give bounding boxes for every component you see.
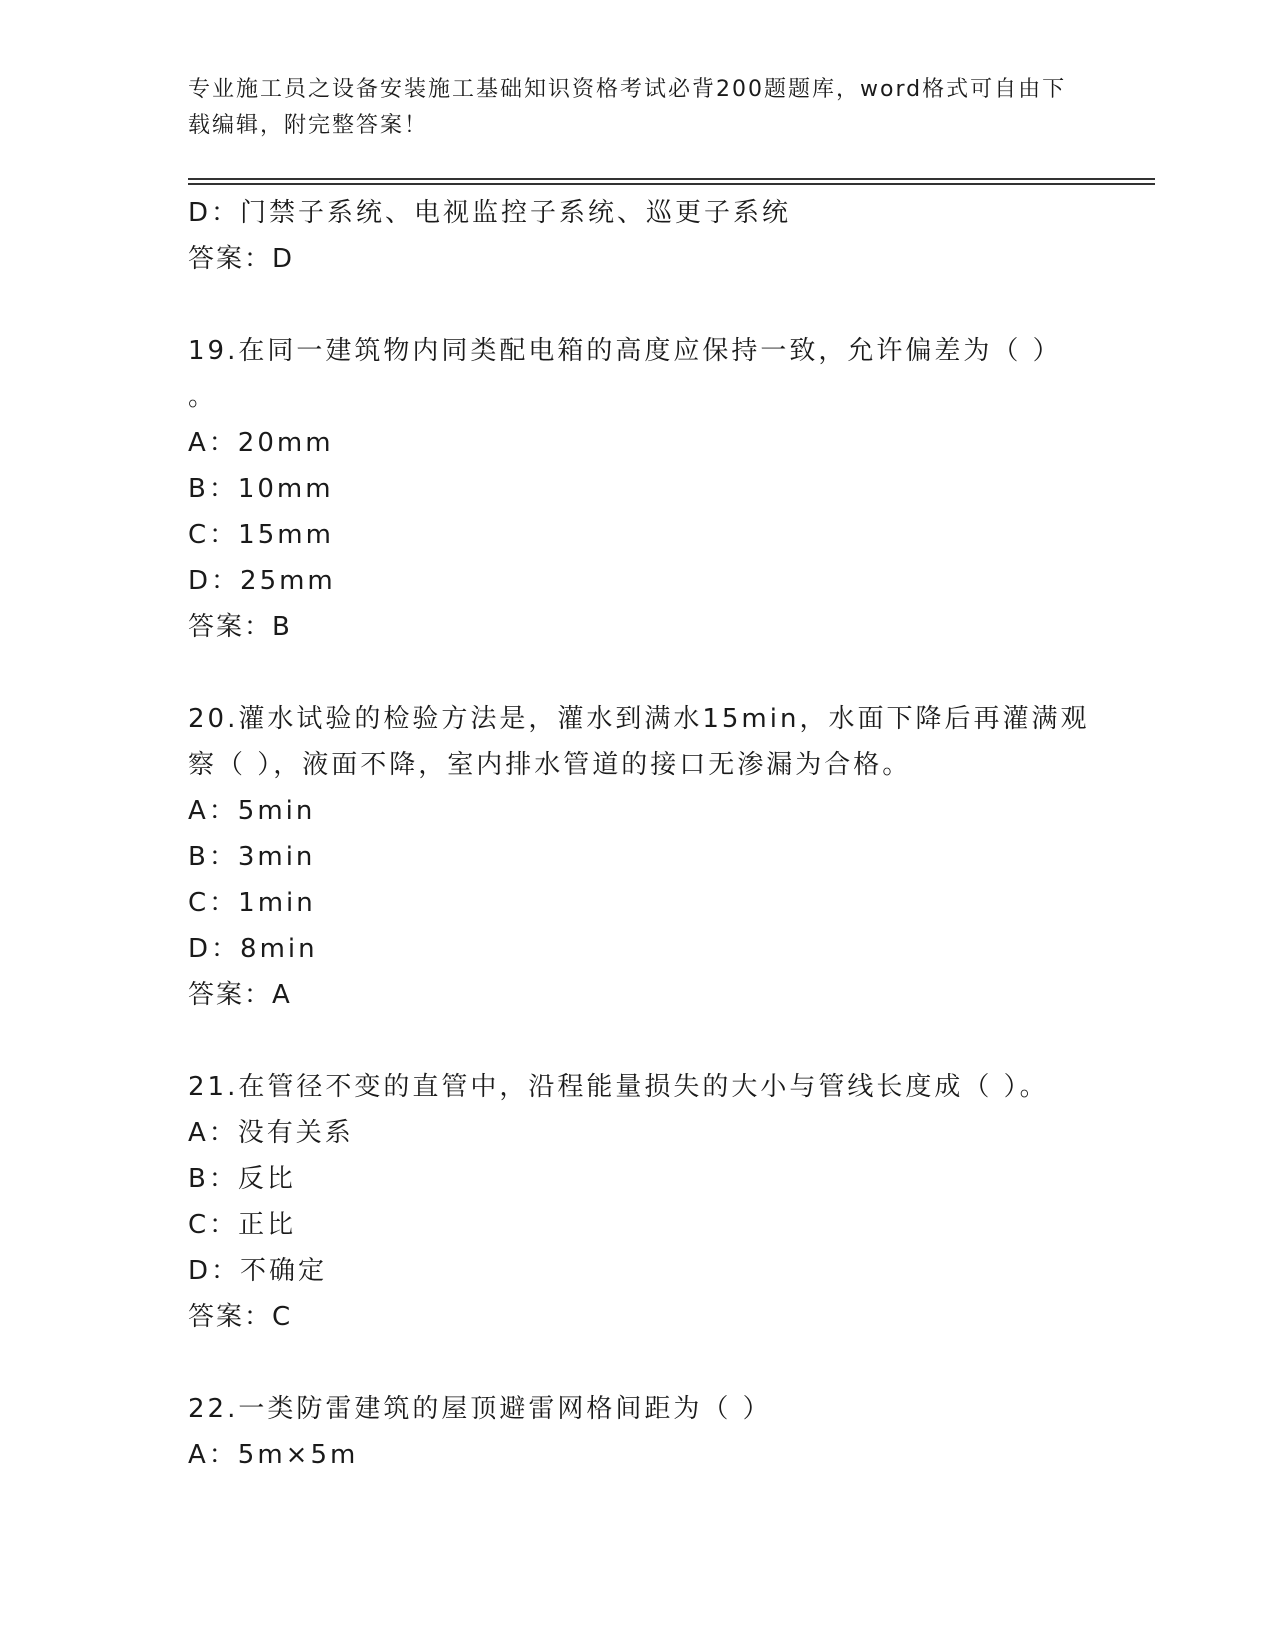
- option-b: B：反比: [188, 1164, 296, 1194]
- header-divider-bottom: [188, 183, 1155, 185]
- option-a: A：20mm: [188, 428, 334, 458]
- question-text: 21.在管径不变的直管中，沿程能量损失的大小与管线长度成（ ）。: [188, 1072, 1049, 1102]
- option-c: C：1min: [188, 888, 316, 918]
- question-text-continued: 。: [188, 382, 218, 412]
- option-a: A：5m×5m: [188, 1440, 359, 1470]
- option-c: C：15mm: [188, 520, 334, 550]
- document-header: [188, 72, 1068, 144]
- option-c: C：正比: [188, 1210, 297, 1240]
- option-d: D：25mm: [188, 566, 336, 596]
- option-b: B：10mm: [188, 474, 334, 504]
- question-text: 19.在同一建筑物内同类配电箱的高度应保持一致，允许偏差为（ ）: [188, 336, 1062, 366]
- question-19: [188, 328, 1088, 650]
- question-20: [188, 696, 1088, 1018]
- question-text-continued: 察（ ），液面不降，室内排水管道的接口无渗漏为合格。: [188, 750, 912, 780]
- answer: 答案：C: [188, 1302, 293, 1332]
- answer: 答案：B: [188, 612, 292, 642]
- option-d: D：8min: [188, 934, 318, 964]
- header-title: 专业施工员之设备安装施工基础知识资格考试必背200题题库，word格式可自由下载编辑，附完整答案！: [188, 77, 1067, 138]
- question-21: [188, 1064, 1088, 1340]
- question-22: [188, 1386, 1088, 1478]
- option-a: A：5min: [188, 796, 316, 826]
- question-list: [188, 190, 1088, 1478]
- header-divider-top: [188, 178, 1155, 180]
- question-text: 22.一类防雷建筑的屋顶避雷网格间距为（ ）: [188, 1394, 772, 1424]
- option-d: D：门禁子系统、电视监控子系统、巡更子系统: [188, 198, 792, 228]
- answer: 答案：D: [188, 244, 295, 274]
- option-d: D：不确定: [188, 1256, 328, 1286]
- option-b: B：3min: [188, 842, 316, 872]
- option-a: A：没有关系: [188, 1118, 354, 1148]
- answer: 答案：A: [188, 980, 292, 1010]
- question-text: 20.灌水试验的检验方法是，灌水到满水15min，水面下降后再灌满观: [188, 704, 1090, 734]
